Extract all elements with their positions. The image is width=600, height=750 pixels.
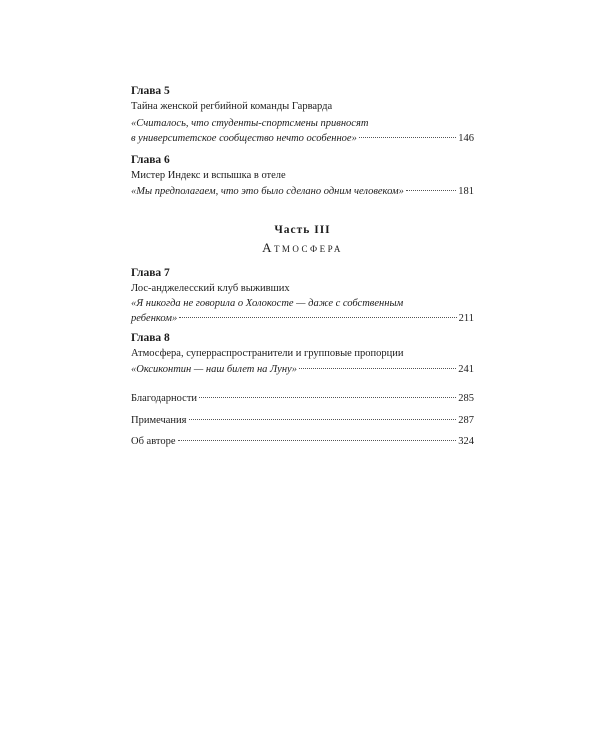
chapter-5-label: Глава 5 bbox=[131, 85, 170, 97]
backmatter-page: 324 bbox=[458, 436, 474, 447]
dot-leader bbox=[179, 317, 456, 318]
dot-leader bbox=[189, 419, 457, 420]
chapter-7-page: 211 bbox=[458, 313, 474, 324]
backmatter-page: 285 bbox=[458, 393, 474, 404]
backmatter-notes[interactable] bbox=[131, 414, 474, 427]
backmatter-label: Благодарности bbox=[131, 393, 198, 404]
chapter-7-label: Глава 7 bbox=[131, 267, 170, 279]
backmatter-about-author[interactable] bbox=[131, 435, 474, 448]
chapter-6-label: Глава 6 bbox=[131, 154, 170, 166]
backmatter-label: Примечания bbox=[131, 415, 187, 426]
dot-leader bbox=[406, 190, 456, 191]
part-3-title: Атмосфера bbox=[262, 240, 343, 255]
chapter-5-quote-line-2: в университетское сообщество нечто особенное» bbox=[131, 133, 357, 144]
chapter-8-label: Глава 8 bbox=[131, 332, 170, 344]
chapter-8-quote-line-1: «Оксиконтин — наш билет на Луну» bbox=[131, 364, 297, 375]
chapter-6-entry[interactable] bbox=[131, 185, 474, 198]
backmatter-label: Об авторе bbox=[131, 436, 176, 447]
dot-leader bbox=[199, 397, 456, 398]
chapter-5-entry[interactable] bbox=[131, 132, 474, 145]
chapter-5-page: 146 bbox=[458, 133, 474, 144]
part-3-label: Часть III bbox=[274, 224, 331, 236]
chapter-8-title: Атмосфера, суперраспространители и групповые пропорции bbox=[131, 348, 404, 359]
chapter-8-entry[interactable] bbox=[131, 363, 474, 376]
chapter-5-title: Тайна женской регбийной команды Гарварда bbox=[131, 101, 333, 112]
dot-leader bbox=[178, 440, 457, 441]
chapter-5-quote-line-1: «Считалось, что студенты-спортсмены привносят bbox=[131, 118, 369, 129]
chapter-7-quote-line-1: «Я никогда не говорила о Холокосте — даже с собственным bbox=[131, 298, 404, 309]
chapter-8-page: 241 bbox=[458, 364, 474, 375]
chapter-7-title: Лос-анджелесский клуб выживших bbox=[131, 283, 290, 294]
table-of-contents bbox=[131, 0, 474, 750]
backmatter-acknowledgments[interactable] bbox=[131, 392, 474, 405]
chapter-6-title: Мистер Индекс и вспышка в отеле bbox=[131, 170, 286, 181]
chapter-7-quote-line-2: ребенком» bbox=[131, 313, 178, 324]
chapter-6-page: 181 bbox=[458, 186, 474, 197]
backmatter-page: 287 bbox=[458, 415, 474, 426]
chapter-6-quote-line-1: «Мы предполагаем, что это было сделано одним человеком» bbox=[131, 186, 404, 197]
chapter-7-entry[interactable] bbox=[131, 312, 474, 325]
dot-leader bbox=[359, 137, 456, 138]
dot-leader bbox=[299, 368, 456, 369]
